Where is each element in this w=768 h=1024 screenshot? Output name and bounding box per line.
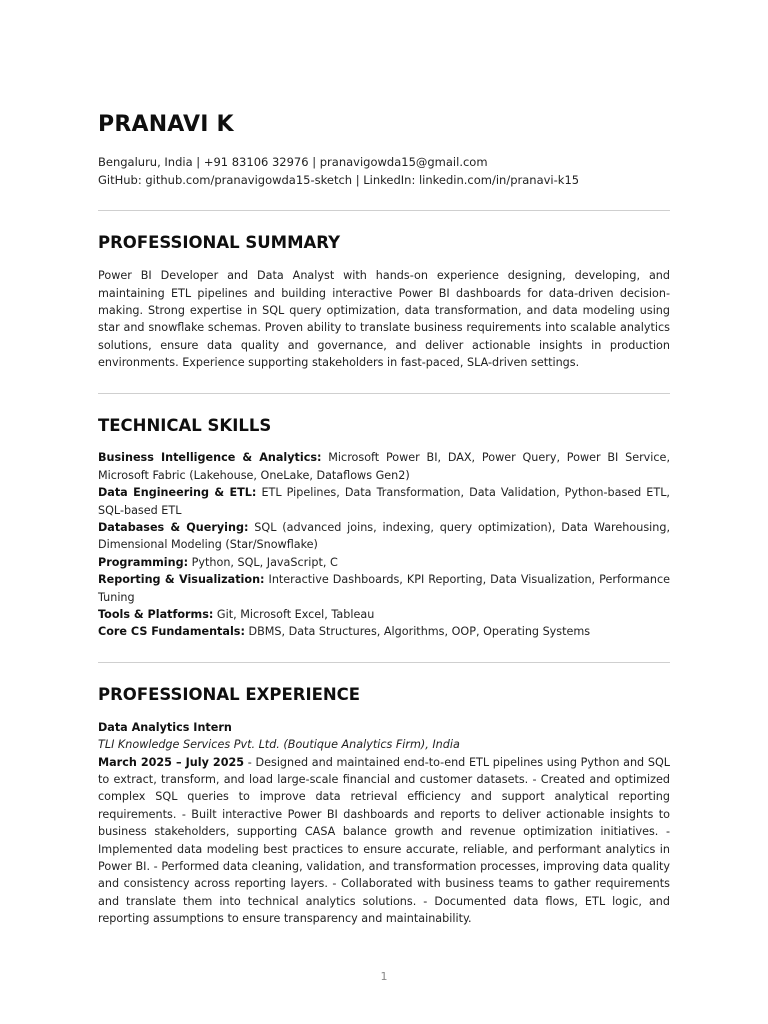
skill-row-bi <box>98 449 670 484</box>
job-company: TLI Knowledge Services Pvt. Ltd. (Boutique Analytics Firm), India <box>98 738 460 752</box>
job-dates: March 2025 – July 2025 <box>98 755 245 769</box>
skill-value: Microsoft Power BI, DAX, Power Query, Power BI Service, Microsoft Fabric (Lakehouse, OneLake, Dataflows Gen2) <box>98 451 671 482</box>
skill-value: Interactive Dashboards, KPI Reporting, Data Visualization, Performance Tuning <box>98 573 671 604</box>
skill-row-cs-fundamentals <box>98 623 670 640</box>
skill-value: ETL Pipelines, Data Transformation, Data Validation, Python-based ETL, SQL-based ETL <box>98 486 670 517</box>
page-number: 1 <box>380 970 388 983</box>
skills-list <box>98 449 670 640</box>
skill-label: Business Intelligence & Analytics: <box>98 451 322 465</box>
experience-heading: PROFESSIONAL EXPERIENCE <box>98 684 361 704</box>
skill-row-tools <box>98 606 670 623</box>
job-description-text: - Designed and maintained end-to-end ETL pipelines using Python and SQL to extract, transform, and load large-scale financial and customer datasets. - Created and optimized complex SQL queries to improve data retrieval efficiency and support analytical reporting requirements. - Built interactive Power BI dashboards and reports to deliver actionable insights to business stakeholders, supporting CASA balance growth and revenue optimization initiatives. - Implemented data modeling best practices to ensure accurate, reliable, and performant analytics in Power BI. - Performed data cleaning, validation, and transformation processes, improving data quality and consistency across reporting layers. - Collaborated with business teams to gather requirements and translate them into technical analytics solutions. - Documented data flows, ETL logic, and reporting assumptions to ensure transparency and maintainability. <box>98 755 670 926</box>
section-divider <box>98 210 670 211</box>
job-description <box>98 754 670 928</box>
contact-line-github-linkedin: GitHub: github.com/pranavigowda15-sketch | LinkedIn: linkedin.com/in/pranavi-k15 <box>98 172 580 187</box>
contact-line-location-phone-email: Bengaluru, India | +91 83106 32976 | pranavigowda15@gmail.com <box>98 155 488 170</box>
skill-row-databases <box>98 519 670 554</box>
skill-label: Reporting & Visualization: <box>98 573 265 587</box>
skill-value: Python, SQL, JavaScript, C <box>188 555 338 569</box>
skills-heading: TECHNICAL SKILLS <box>98 415 272 435</box>
skill-value: DBMS, Data Structures, Algorithms, OOP, Operating Systems <box>244 625 591 639</box>
summary-text: Power BI Developer and Data Analyst with hands-on experience designing, developing, and maintaining ETL pipelines and building interactive Power BI dashboards for data-driven decision-making. Strong expertise in SQL query optimization, data transformation, and data modeling using star and snowflake schemas. Proven ability to translate business requirements into scalable analytics solutions, ensure data quality and governance, and deliver actionable insights in production environments. Experience supporting stakeholders in fast-paced, SLA-driven settings. <box>98 269 670 370</box>
skill-label: Data Engineering & ETL: <box>98 486 257 500</box>
skill-row-etl <box>98 484 670 519</box>
skill-value: SQL (advanced joins, indexing, query optimization), Data Warehousing, Dimensional Modeling (Star/Snowflake) <box>98 521 671 552</box>
section-divider <box>98 662 670 663</box>
skill-label: Programming: <box>98 555 189 569</box>
skill-row-programming <box>98 554 670 571</box>
skill-label: Tools & Platforms: <box>98 608 214 622</box>
candidate-name: PRANAVI K <box>98 112 234 137</box>
summary-heading: PROFESSIONAL SUMMARY <box>98 233 341 253</box>
skill-label: Core CS Fundamentals: <box>98 625 245 639</box>
skill-value: Git, Microsoft Excel, Tableau <box>213 608 375 622</box>
job-title: Data Analytics Intern <box>98 720 232 734</box>
section-divider <box>98 393 670 394</box>
skill-row-reporting <box>98 571 670 606</box>
skill-label: Databases & Querying: <box>98 521 249 535</box>
